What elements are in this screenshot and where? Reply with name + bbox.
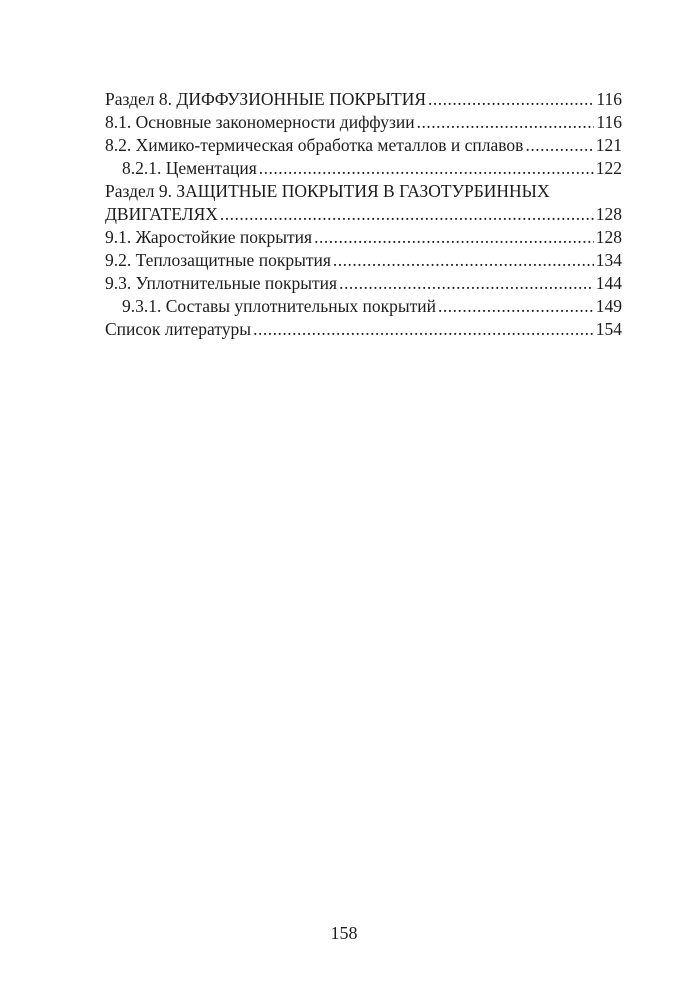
toc-entry-page: 134 <box>595 250 622 270</box>
dot-leader <box>525 134 593 157</box>
toc-entry-title: 9.1. Жаростойкие покрытия <box>105 227 313 247</box>
toc-entry-title-line1: Раздел 9. ЗАЩИТНЫЕ ПОКРЫТИЯ В ГАЗОТУРБИННЫХ <box>105 181 550 201</box>
dot-leader <box>333 249 594 272</box>
toc-entry-8-2-1[interactable] <box>105 157 622 180</box>
toc-entry-section-9[interactable] <box>105 180 622 226</box>
dot-leader <box>220 203 594 226</box>
toc-entry-page: 149 <box>595 296 622 316</box>
toc-entry-9-3-1[interactable] <box>105 295 622 318</box>
dot-leader <box>259 157 594 180</box>
dot-leader <box>428 88 594 111</box>
toc-entry-references[interactable] <box>105 318 622 341</box>
toc-entry-8-1[interactable] <box>105 111 622 134</box>
toc-entry-title-line2: ДВИГАТЕЛЯХ <box>105 204 218 224</box>
toc-entry-page: 116 <box>596 112 622 132</box>
toc-entry-page: 122 <box>595 158 622 178</box>
table-of-contents <box>105 88 622 341</box>
toc-entry-title: 8.1. Основные закономерности диффузии <box>105 112 415 132</box>
toc-entry-section-8[interactable] <box>105 88 622 111</box>
toc-entry-title: Раздел 8. ДИФФУЗИОННЫЕ ПОКРЫТИЯ <box>105 89 427 109</box>
toc-entry-title: 8.2.1. Цементация <box>122 158 257 178</box>
dot-leader <box>417 111 595 134</box>
toc-entry-title: 9.2. Теплозащитные покрытия <box>105 250 331 270</box>
toc-entry-8-2[interactable] <box>105 134 622 157</box>
toc-entry-page: 116 <box>596 89 622 109</box>
toc-entry-page: 121 <box>595 135 622 155</box>
toc-entry-page: 128 <box>595 227 622 247</box>
toc-entry-page: 128 <box>595 204 622 224</box>
toc-entry-9-1[interactable] <box>105 226 622 249</box>
toc-entry-title: 9.3. Уплотнительные покрытия <box>105 273 338 293</box>
toc-entry-page: 154 <box>595 319 622 339</box>
toc-entry-page: 144 <box>595 273 622 293</box>
toc-entry-9-3[interactable] <box>105 272 622 295</box>
toc-entry-title: 9.3.1. Составы уплотнительных покрытий <box>122 296 437 316</box>
toc-entry-9-2[interactable] <box>105 249 622 272</box>
page-number: 158 <box>330 923 358 943</box>
toc-entry-title: Список литературы <box>105 319 252 339</box>
toc-entry-title: 8.2. Химико-термическая обработка металлов и сплавов <box>105 135 524 155</box>
dot-leader <box>253 318 594 341</box>
dot-leader <box>339 272 594 295</box>
dot-leader <box>314 226 594 249</box>
dot-leader <box>438 295 594 318</box>
